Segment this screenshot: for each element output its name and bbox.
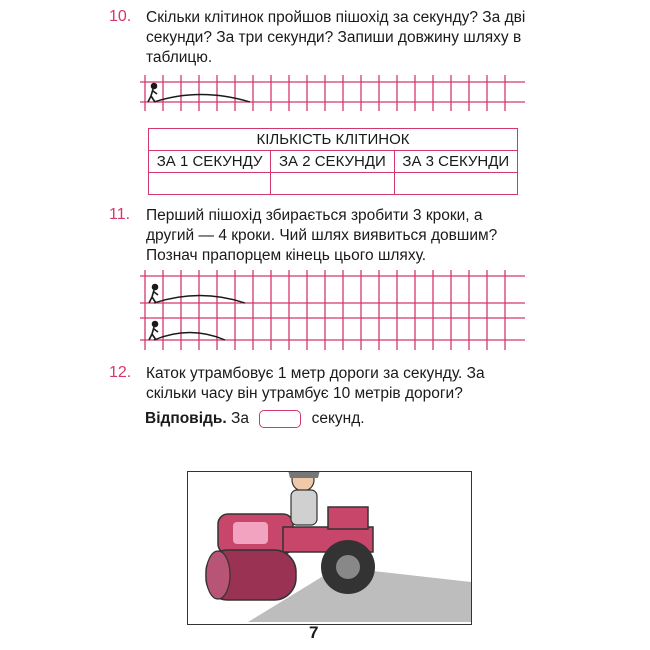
answer-cell-2[interactable] [271,173,394,195]
task-12 [109,364,532,404]
cells-count-table [148,128,518,195]
task-text: Скільки клітинок пройшов пішохід за секунду? За дві секунди? За три секунди? Запиши довжину шляху в таблицю. [146,9,526,66]
table-header: КІЛЬКІСТЬ КЛІТИНОК [149,129,518,151]
answer-cell-1[interactable] [149,173,271,195]
walker-icon [148,84,157,103]
road-roller-illustration [187,471,472,625]
answer-cell-3[interactable] [394,173,517,195]
task-10 [109,8,532,68]
answer-input-box[interactable] [259,410,301,428]
task-text: Перший пішохід збирається зробити 3 кроки, а другий — 4 кроки. Чий шлях виявиться довшим? Познач прапорцем кінець цього шляху. [146,207,498,264]
step-grid-1 [140,75,525,111]
answer-prefix: За [231,410,249,428]
table-column-2: ЗА 2 СЕКУНДИ [271,151,394,173]
task-11 [109,206,532,266]
task-number: 11. [109,206,131,223]
table-column-1: ЗА 1 СЕКУНДУ [149,151,271,173]
task-text: Каток утрамбовує 1 метр дороги за секунду. За скільки часу він утрамбує 10 метрів дороги? [146,365,485,402]
walker-icon [149,322,158,341]
answer-label: Відповідь. [145,410,227,428]
step-grid-2 [140,270,525,350]
page-number: 7 [309,623,319,642]
walker-icon [149,285,158,304]
table-column-3: ЗА 3 СЕКУНДИ [394,151,517,173]
task-number: 10. [109,8,132,25]
task-number: 12. [109,364,132,381]
answer-line [145,410,365,428]
answer-suffix: секунд. [311,410,365,428]
